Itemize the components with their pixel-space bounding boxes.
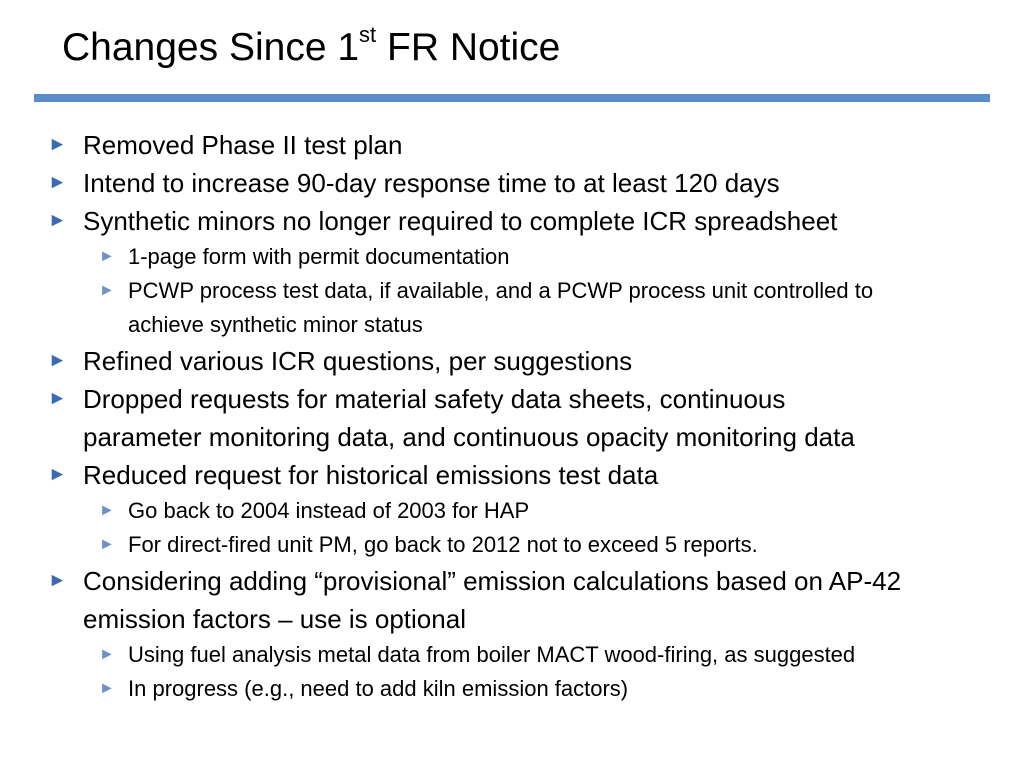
bullet-arrow-icon: ► <box>48 134 67 155</box>
bullet-item <box>48 202 1008 240</box>
sub-bullet-arrow-icon: ► <box>99 248 115 265</box>
bullet-item <box>48 380 1008 456</box>
sub-bullet-item <box>48 274 1008 342</box>
bullet-item <box>48 342 1008 380</box>
sub-bullet-arrow-icon: ► <box>99 680 115 697</box>
bullet-text: Synthetic minors no longer required to complete ICR spreadsheet <box>83 206 838 236</box>
slide-title-main: Changes Since 1 <box>62 26 360 69</box>
bullet-text-line: Dropped requests for material safety data sheets, continuous <box>83 384 786 414</box>
bullet-text-line: achieve synthetic minor status <box>128 312 423 337</box>
bullet-text: Refined various ICR questions, per suggestions <box>83 346 633 376</box>
bullet-arrow-icon: ► <box>48 570 67 591</box>
bullet-text: Reduced request for historical emissions test data <box>83 460 659 490</box>
bullet-item <box>48 126 1008 164</box>
title-divider <box>34 94 990 102</box>
bullet-text-line: PCWP process test data, if available, and a PCWP process unit controlled to <box>128 278 874 303</box>
bullet-item <box>48 456 1008 494</box>
bullet-text: For direct-fired unit PM, go back to 2012 not to exceed 5 reports. <box>128 532 758 557</box>
bullet-text-line: emission factors – use is optional <box>83 604 466 634</box>
sub-bullet-arrow-icon: ► <box>99 646 115 663</box>
bullet-text-line: Considering adding “provisional” emission calculations based on AP-42 <box>83 566 902 596</box>
sub-bullet-item <box>48 494 1008 528</box>
sub-bullet-arrow-icon: ► <box>99 502 115 519</box>
slide-title-end: FR Notice <box>376 26 561 69</box>
bullet-item <box>48 562 1008 638</box>
bullet-list <box>48 126 1008 706</box>
bullet-arrow-icon: ► <box>48 388 67 409</box>
sub-bullet-item <box>48 638 1008 672</box>
bullet-arrow-icon: ► <box>48 210 67 231</box>
slide-title <box>62 24 560 72</box>
bullet-arrow-icon: ► <box>48 350 67 371</box>
sub-bullet-item <box>48 528 1008 562</box>
bullet-arrow-icon: ► <box>48 172 67 193</box>
slide-title-superscript: st <box>359 22 377 47</box>
bullet-arrow-icon: ► <box>48 464 67 485</box>
bullet-text: Go back to 2004 instead of 2003 for HAP <box>128 498 530 523</box>
bullet-text: Intend to increase 90-day response time to at least 120 days <box>83 168 780 198</box>
bullet-text: Using fuel analysis metal data from boiler MACT wood-firing, as suggested <box>128 642 856 667</box>
bullet-text: In progress (e.g., need to add kiln emission factors) <box>128 676 629 701</box>
bullet-text-line: parameter monitoring data, and continuous opacity monitoring data <box>83 422 855 452</box>
bullet-text: Removed Phase II test plan <box>83 130 403 160</box>
sub-bullet-item <box>48 240 1008 274</box>
sub-bullet-arrow-icon: ► <box>99 282 115 299</box>
sub-bullet-arrow-icon: ► <box>99 536 115 553</box>
sub-bullet-item <box>48 672 1008 706</box>
bullet-item <box>48 164 1008 202</box>
bullet-text: 1-page form with permit documentation <box>128 244 510 269</box>
